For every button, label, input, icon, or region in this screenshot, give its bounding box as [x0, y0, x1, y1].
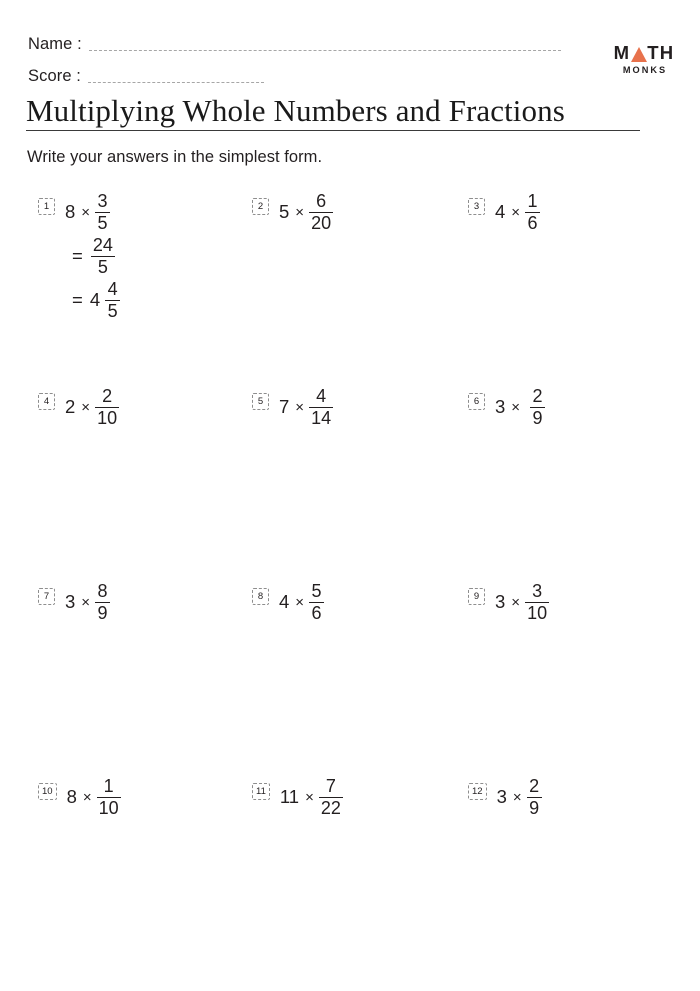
score-input-line[interactable] [88, 82, 264, 83]
whole-number: 8 [65, 200, 76, 222]
problem-number-badge: 1 [38, 198, 55, 215]
problem-row [0, 190, 700, 385]
problem-number-badge: 5 [252, 393, 269, 410]
problem-expression [64, 190, 121, 322]
problem-number-badge: 4 [38, 393, 55, 410]
multiplication-operator: × [82, 788, 92, 806]
fraction-denominator: 6 [527, 212, 538, 233]
fraction-denominator: 6 [311, 602, 322, 623]
fraction-denominator: 9 [529, 797, 540, 818]
worksheet-header [28, 22, 680, 92]
logo-subtext: MONKS [622, 64, 668, 75]
problem-expression [279, 775, 344, 819]
multiplication-operator: × [295, 398, 305, 416]
problem-expression [64, 580, 111, 624]
problem-expression [496, 775, 543, 819]
problem-expression [494, 385, 546, 429]
problem-4[interactable] [38, 385, 120, 429]
fraction-denominator: 14 [311, 407, 332, 428]
triangle-icon [631, 47, 647, 62]
multiplication-operator: × [81, 593, 91, 611]
score-field-row [28, 54, 680, 86]
problem-number-badge: 6 [468, 393, 485, 410]
problem-number-badge: 3 [468, 198, 485, 215]
equals-sign: = [72, 288, 83, 310]
solution-step [72, 278, 121, 322]
multiplication-operator: × [81, 398, 91, 416]
multiplication-operator: × [295, 593, 305, 611]
whole-number: 4 [495, 200, 506, 222]
fraction-denominator: 10 [527, 602, 548, 623]
fraction [309, 387, 333, 427]
whole-number: 5 [279, 200, 290, 222]
fraction [95, 192, 110, 232]
multiplication-operator: × [511, 593, 521, 611]
fraction [309, 192, 333, 232]
expression-line [278, 385, 334, 429]
problem-row [0, 580, 700, 775]
problem-row [0, 385, 700, 580]
problem-11[interactable] [252, 775, 344, 819]
expression-line [66, 775, 122, 819]
problem-number-badge: 8 [252, 588, 269, 605]
title-block [26, 94, 640, 131]
whole-number: 3 [496, 785, 507, 807]
instructions: Write your answers in the simplest form. [27, 148, 323, 166]
problem-expression [494, 190, 541, 234]
whole-number: 3 [495, 395, 506, 417]
fraction-numerator: 7 [325, 776, 336, 797]
fraction-numerator: 6 [316, 191, 327, 212]
fraction-numerator: 3 [532, 581, 543, 602]
fraction-denominator: 5 [97, 256, 108, 277]
whole-number: 4 [279, 590, 290, 612]
fraction-denominator: 10 [97, 407, 118, 428]
problem-12[interactable] [468, 775, 543, 819]
expression-line [494, 190, 541, 234]
problem-number-badge: 10 [38, 783, 57, 800]
expression-line [279, 775, 344, 819]
multiplication-operator: × [511, 203, 521, 221]
problem-expression [64, 385, 120, 429]
math-monks-logo [605, 44, 683, 75]
fraction-denominator: 20 [311, 212, 332, 233]
fraction-numerator: 24 [92, 235, 113, 256]
fraction [525, 192, 540, 232]
fraction [527, 777, 542, 817]
problem-number-badge: 9 [468, 588, 485, 605]
fraction-denominator: 9 [97, 602, 108, 623]
expression-line [278, 580, 325, 624]
whole-number: 8 [66, 785, 77, 807]
problem-expression [278, 385, 334, 429]
fraction-denominator: 5 [97, 212, 108, 233]
whole-number: 3 [495, 590, 506, 612]
problem-number-badge: 12 [468, 783, 487, 800]
whole-number: 11 [279, 785, 300, 807]
expression-line [278, 190, 334, 234]
problem-6[interactable] [468, 385, 546, 429]
problem-10[interactable] [38, 775, 122, 819]
multiplication-operator: × [295, 203, 305, 221]
fraction-denominator: 22 [320, 797, 341, 818]
problem-grid [0, 190, 700, 970]
fraction [91, 236, 115, 276]
page-title: Multiplying Whole Numbers and Fractions [26, 93, 565, 128]
fraction-numerator: 1 [527, 191, 538, 212]
problem-5[interactable] [252, 385, 334, 429]
mixed-number-whole: 4 [89, 288, 101, 310]
fraction-denominator: 9 [532, 407, 543, 428]
problem-expression [278, 580, 325, 624]
expression-line [64, 580, 111, 624]
expression-line [494, 385, 546, 429]
problem-number-badge: 11 [252, 783, 270, 800]
multiplication-operator: × [81, 203, 91, 221]
problem-row [0, 775, 700, 970]
whole-number: 2 [65, 395, 76, 417]
problem-expression [494, 580, 550, 624]
multiplication-operator: × [512, 788, 522, 806]
problem-9[interactable] [468, 580, 550, 624]
fraction-numerator: 4 [107, 279, 118, 300]
fraction-numerator: 2 [529, 776, 540, 797]
fraction [97, 777, 121, 817]
fraction [525, 582, 549, 622]
fraction-numerator: 3 [97, 191, 108, 212]
problem-1[interactable] [38, 190, 121, 322]
fraction [319, 777, 343, 817]
equals-sign: = [72, 244, 83, 266]
title-divider [26, 130, 640, 131]
expression-line [64, 190, 121, 234]
fraction [530, 387, 545, 427]
whole-number: 7 [279, 395, 290, 417]
problem-2[interactable] [252, 190, 334, 234]
multiplication-operator: × [305, 788, 314, 806]
problem-7[interactable] [38, 580, 111, 624]
fraction-numerator: 2 [532, 386, 543, 407]
fraction [95, 387, 119, 427]
fraction [309, 582, 324, 622]
name-label: Name : [28, 34, 82, 53]
fraction-denominator: 10 [98, 797, 119, 818]
name-field-row [28, 22, 680, 54]
expression-line [494, 580, 550, 624]
solution-step [72, 234, 121, 278]
fraction [105, 280, 120, 320]
logo-wordmark [605, 44, 683, 63]
problem-3[interactable] [468, 190, 541, 234]
logo-letters-th: TH [647, 42, 675, 63]
logo-letter-m: M [613, 42, 631, 63]
problem-8[interactable] [252, 580, 325, 624]
name-input-line[interactable] [89, 50, 561, 51]
fraction-numerator: 4 [316, 386, 327, 407]
problem-number-badge: 2 [252, 198, 269, 215]
fraction-numerator: 5 [311, 581, 322, 602]
problem-number-badge: 7 [38, 588, 55, 605]
fraction [95, 582, 110, 622]
expression-line [64, 385, 120, 429]
multiplication-operator: × [511, 398, 521, 416]
expression-line [496, 775, 543, 819]
fraction-numerator: 8 [97, 581, 108, 602]
fraction-numerator: 2 [102, 386, 113, 407]
fraction-denominator: 5 [107, 300, 118, 321]
problem-expression [278, 190, 334, 234]
score-label: Score : [28, 66, 81, 85]
problem-expression [66, 775, 122, 819]
whole-number: 3 [65, 590, 76, 612]
fraction-numerator: 1 [103, 776, 114, 797]
